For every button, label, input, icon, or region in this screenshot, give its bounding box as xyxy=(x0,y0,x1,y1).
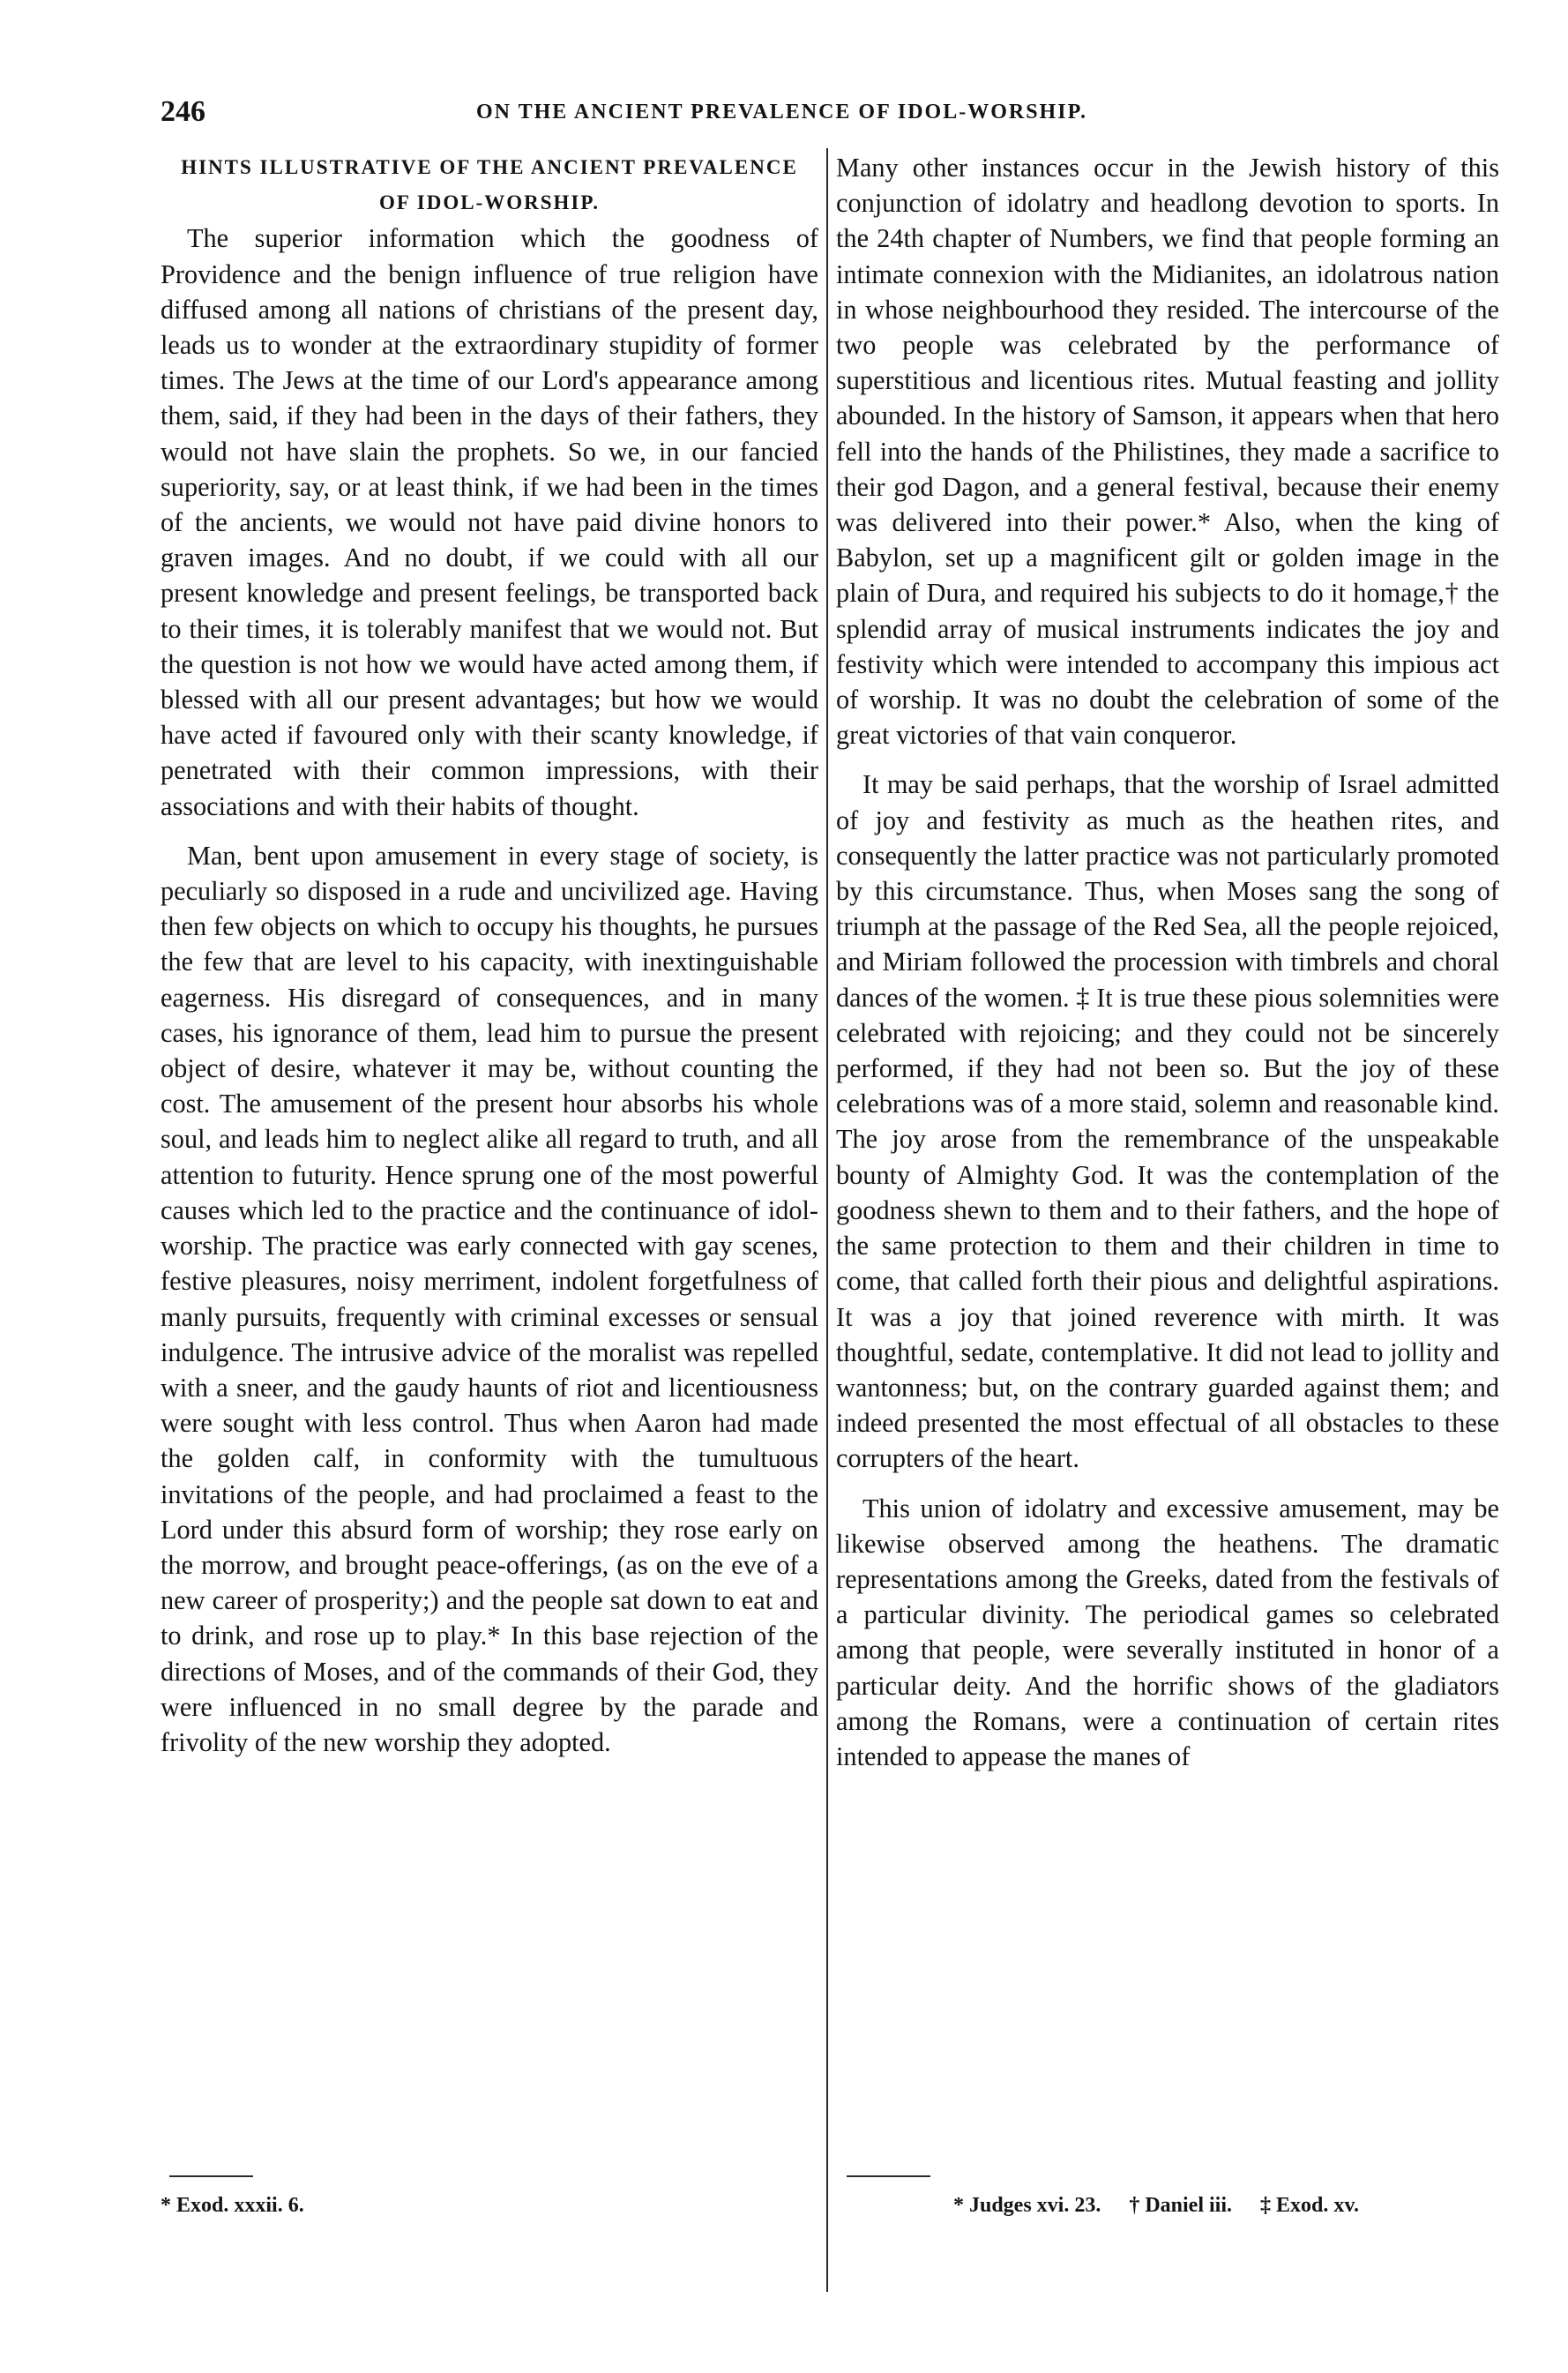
right-column xyxy=(836,150,1499,1985)
article-title-line-1: HINTS ILLUSTRATIVE OF THE ANCIENT PREVALENCE xyxy=(181,156,798,178)
running-head-title: ON THE ANCIENT PREVALENCE OF IDOL-WORSHIP. xyxy=(476,101,1088,124)
footnote: * Judges xvi. 23. xyxy=(952,2194,1101,2217)
paragraph: Man, bent upon amusement in every stage of society, is peculiarly so disposed in a rude and uncivilized age. Having then few objects on which to occupy his thoughts, he pursues the few that are level to his capacity, with inextinguishable eagerness. His disregard of consequences, and in many cases, his ignorance of them, lead him to pursue the present object of desire, whatever it may be, without counting the cost. The amusement of the present hour absorbs his whole soul, and leads him to neglect alike all regard to truth, and all attention to futurity. Hence sprung one of the most powerful causes which led to the practice and the continuance of idol-worship. The practice was early connected with gay scenes, festive pleasures, noisy merriment, indolent forgetfulness of manly pursuits, frequently with criminal excesses or sensual indulgence. The intrusive advice of the moralist was repelled with a sneer, and the gaudy haunts of riot and licentiousness were sought with less control. Thus when Aaron had made the golden calf, in conformity with the tumultuous invitations of the people, and had proclaimed a feast to the Lord under this absurd form of worship; they rose early on the morrow, and brought peace-offerings, (as on the eve of a new career of prosperity;) and the people sat down to eat and to drink, and rose up to play.* In this base rejection of the directions of Moses, and of the commands of their God, they were influenced in no small degree by the parade and frivolity of the new worship they adopted. xyxy=(161,840,818,1757)
running-head xyxy=(0,95,1568,131)
footnote: ‡ Exod. xv. xyxy=(1260,2194,1360,2217)
footnotes-right xyxy=(836,2188,1499,2232)
paragraph: The superior information which the goodness of Providence and the benign influence of true religion have diffused among all nations of christians of the present day, leads us to wonder at the extraordinary stupidity of former times. The Jews at the time of our Lord's appearance among them, said, if they had been in the days of their fathers, they would not have slain the prophets. So we, in our fancied superiority, say, or at least think, if we had been in the times of the ancients, we would not have paid divine honors to graven images. And no doubt, if we could with all our present knowledge and present feelings, be transported back to their times, it is tolerably manifest that we would not. But the question is not how we would have acted among them, if blessed with all our present advantages; but how we would have acted if favoured only with their scanty knowledge, if penetrated with their common impressions, with their associations and with their habits of thought. xyxy=(161,223,818,821)
left-column xyxy=(161,150,818,1985)
paragraph: It may be said perhaps, that the worship of Israel admitted of joy and festivity as much as the heathen rites, and consequently the latter practice was not particularly promoted by this circumstance. Thus, when Moses sang the song of triumph at the passage of the Red Sea, all the people rejoiced, and Miriam followed the procession with timbrels and choral dances of the women. ‡ It is true these pious solemnities were celebrated with rejoicing; and they could not be sincerely performed, if they had not been so. But the joy of these celebrations was of a more staid, solemn and reasonable kind. The joy arose from the remembrance of the unspeakable bounty of Almighty God. It was the contemplation of the goodness shewn to them and to their fathers, and the hope of the same protection to them and their children in time to come, that called forth their pious and delightful aspirations. It was a joy that joined reverence with mirth. It was thoughtful, sedate, contemplative. It did not lead to jollity and wantonness; but, on the contrary guarded against them; and indeed presented the most effectual of all obstacles to these corrupters of the heart. xyxy=(836,769,1499,1474)
paragraph: This union of idolatry and excessive amusement, may be likewise observed among the heathens. The dramatic representations among the Greeks, dated from the festivals of a particular divinity. The periodical games so celebrated among that people, were severally instituted in honor of a particular deity. And the horrific shows of the gladiators among the Romans, were a continuation of certain rites intended to appease the manes of xyxy=(836,1493,1499,1771)
footnotes-left xyxy=(161,2188,818,2232)
footnote-rule xyxy=(169,2175,253,2177)
column-divider xyxy=(826,148,828,2292)
footnote: † Daniel iii. xyxy=(1129,2194,1232,2217)
page-number: 246 xyxy=(161,95,205,128)
article-title-line-2: OF IDOL-WORSHIP. xyxy=(378,191,601,214)
footnote: * Exod. xxxii. 6. xyxy=(161,2194,304,2217)
paragraph: Many other instances occur in the Jewish history of this conjunction of idolatry and headlong devotion to sports. In the 24th chapter of Numbers, we find that people forming an intimate connexion with the Midianites, an idolatrous nation in whose neighbourhood they resided. The intercourse of the two people was celebrated by the performance of superstitious and licentious rites. Mutual feasting and jollity abounded. In the history of Samson, it appears when that hero fell into the hands of the Philistines, they made a sacrifice to their god Dagon, and a general festival, because their enemy was delivered into their power.* Also, when the king of Babylon, set up a magnificent gilt or golden image in the plain of Dura, and required his subjects to do it homage,† the splendid array of musical instruments indicates the joy and festivity which were intended to accompany this impious act of worship. It was no doubt the celebration of some of the great victories of that vain conqueror. xyxy=(836,153,1499,751)
footnote-rule xyxy=(847,2175,930,2177)
article-title xyxy=(161,150,818,221)
